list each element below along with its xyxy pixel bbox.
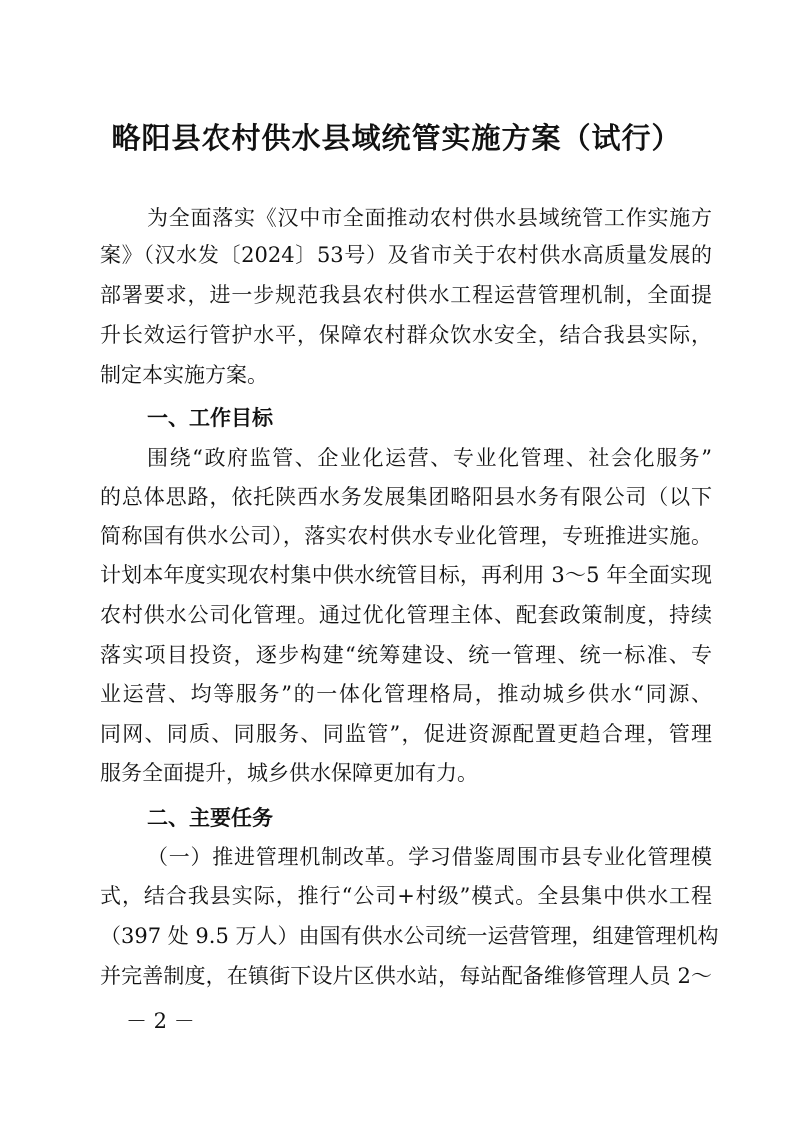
paragraph-line: 围绕“政府监管、企业化运营、专业化管理、社会化服务” [147,446,712,470]
document-title: 略阳县农村供水县域统管实施方案（试行） [111,121,682,155]
paragraph-line: （一）推进管理机制改革。学习借鉴周围市县专业化管理模 [147,845,712,869]
paragraph-line: 式，结合我县实际，推行“公司+村级”模式。全县集中供水工程 [100,884,712,908]
intro-line: 案》（汉水发〔2024〕53号）及省市关于农村供水高质量发展的 [100,243,712,267]
paragraph-line: 并完善制度，在镇街下设片区供水站，每站配备维修管理人员 2～ [100,964,712,988]
page-number: － 2 － [126,1009,195,1033]
paragraph-line: 的总体思路，依托陕西水务发展集团略阳县水务有限公司（以下 [100,485,712,509]
paragraph-line: （397 处 9.5 万人）由国有供水公司统一运营管理，组建管理机构 [100,924,719,948]
section-heading-goals: 一、工作目标 [147,406,273,430]
paragraph-line: 计划本年度实现农村集中供水统管目标，再利用 3～5 年全面实现 [100,563,712,587]
paragraph-line: 服务全面提升，城乡供水保障更加有力。 [100,761,478,785]
paragraph-line: 同网、同质、同服务、同监管”，促进资源配置更趋合理，管理 [100,722,712,746]
intro-line: 制定本实施方案。 [100,363,268,387]
paragraph-line: 业运营、均等服务”的一体化管理格局，推动城乡供水“同源、 [100,682,712,706]
section-heading-tasks: 二、主要任务 [147,806,273,830]
paragraph-line: 简称国有供水公司），落实农村供水专业化管理，专班推进实施。 [100,524,712,548]
intro-line: 为全面落实《汉中市全面推动农村供水县域统管工作实施方 [147,206,712,230]
intro-line: 升长效运行管护水平，保障农村群众饮水安全，结合我县实际， [100,323,712,347]
paragraph-line: 落实项目投资，逐步构建“统筹建设、统一管理、统一标准、专 [100,643,712,667]
paragraph-line: 农村供水公司化管理。通过优化管理主体、配套政策制度，持续 [100,603,712,627]
intro-line: 部署要求，进一步规范我县农村供水工程运营管理机制，全面提 [100,283,712,307]
